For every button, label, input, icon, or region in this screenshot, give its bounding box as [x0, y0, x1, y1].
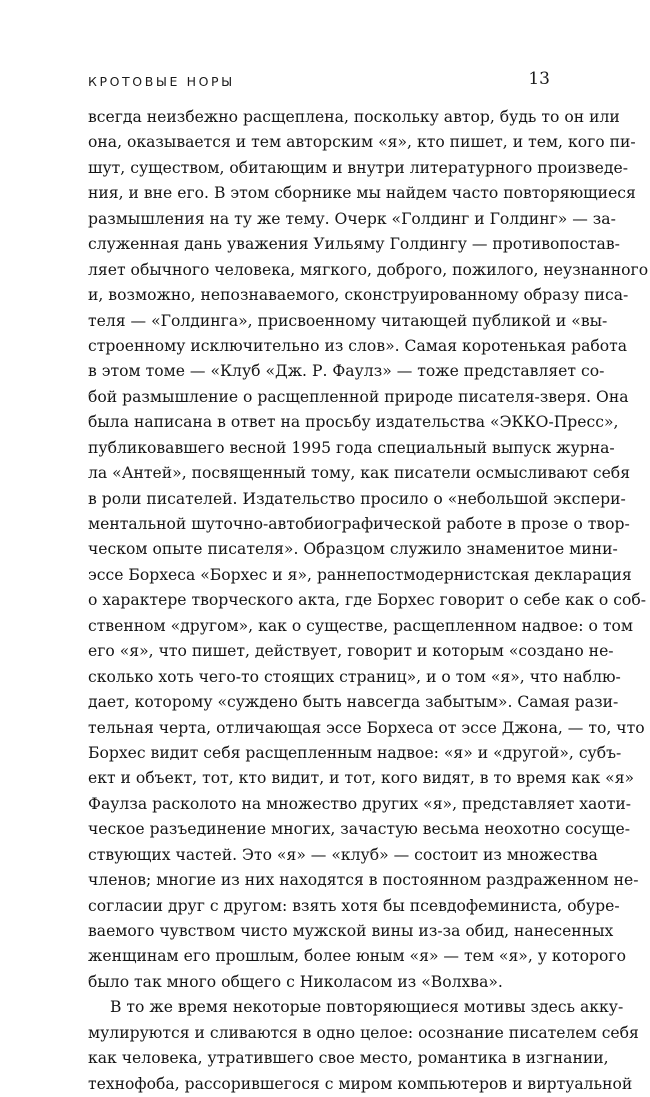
text-line: ла «Антей», посвященный тому, как писатели осмысливают себя	[88, 464, 631, 483]
page-number: 13	[528, 69, 550, 89]
text-line: мулируются и сливаются в одно целое: осознание писателем себя	[88, 1023, 639, 1042]
text-line: размышления на ту же тему. Очерк «Голдинг и Голдинг» — за-	[88, 209, 616, 228]
text-line: согласии друг с другом: взять хотя бы псевдофеминиста, обуре-	[88, 896, 620, 915]
book-page	[88, 66, 649, 1097]
text-line: женщинам его прошлым, более юным «я» — тем «я», у которого	[88, 947, 626, 966]
text-line: членов; многие из них находятся в постоянном раздраженном не-	[88, 871, 639, 890]
text-line: она, оказывается и тем авторским «я», кто пишет, и тем, кого пи-	[88, 133, 636, 152]
text-line: эссе Борхеса «Борхес и я», раннепостмодернистская декларация	[88, 565, 632, 584]
text-line: было так много общего с Николасом из «Волхва».	[88, 972, 503, 991]
text-line: ния, и вне его. В этом сборнике мы найдем часто повторяющиеся	[88, 184, 636, 203]
text-line: Борхес видит себя расщепленным надвое: «я» и «другой», субъ-	[88, 743, 622, 762]
text-line: строенному исключительно из слов». Самая коротенькая работа	[88, 336, 628, 355]
text-line: дает, которому «суждено быть навсегда забытым». Самая рази-	[88, 693, 619, 712]
text-line: сколько хоть чего-то стоящих страниц», и о том «я», что наблю-	[88, 667, 621, 686]
text-line: публиковавшего весной 1995 года специальный выпуск журна-	[88, 438, 615, 457]
paragraph-1	[88, 105, 649, 995]
text-line: шут, существом, обитающим и внутри литературного произведе-	[88, 158, 629, 177]
text-line: тельная черта, отличающая эссе Борхеса от эссе Джона, — то, что	[88, 718, 645, 737]
text-line: теля — «Голдинга», присвоенному читающей публикой и «вы-	[88, 311, 608, 330]
paragraph-2	[88, 995, 639, 1097]
text-line: ваемого чувством чисто мужской вины из-за обид, нанесенных	[88, 922, 614, 940]
text-line: ческом опыте писателя». Образцом служило знаменитое мини-	[88, 540, 618, 559]
text-line: его «я», что пишет, действует, говорит и которым «создано не-	[88, 642, 614, 661]
text-line: технофоба, рассорившегося с миром компьютеров и виртуальной	[88, 1074, 633, 1093]
text-line: как человека, утратившего свое место, романтика в изгнании,	[88, 1049, 609, 1068]
text-line: служенная дань уважения Уильяму Голдингу — противопостав-	[88, 235, 620, 254]
text-line: ментальной шуточно-автобиографической работе в прозе о твор-	[88, 515, 630, 533]
running-head	[88, 66, 550, 92]
text-line: и, возможно, непознаваемого, сконструированному образу писа-	[88, 286, 629, 305]
text-line: ект и объект, тот, кто видит, и тот, кого видят, в то время как «я»	[88, 769, 635, 788]
text-line: была написана в ответ на просьбу издательства «ЭККО-Пресс»,	[88, 413, 619, 432]
text-line: о характере творческого акта, где Борхес говорит о себе как о соб-	[88, 591, 646, 610]
text-line: в этом томе — «Клуб «Дж. Р. Фаулз» — тоже представляет со-	[88, 362, 605, 381]
text-line: ственном «другом», как о существе, расщепленном надвое: о том	[88, 616, 633, 635]
text-line: в роли писателей. Издательство просило о «небольшой экспери-	[88, 489, 626, 508]
text-line: всегда неизбежно расщеплена, поскольку автор, будь то он или	[88, 108, 620, 126]
text-line: ческое разъединение многих, зачастую весьма неохотно сосуще-	[88, 820, 630, 839]
text-line: ляет обычного человека, мягкого, доброго, пожилого, неузнанного	[88, 260, 649, 279]
text-line: Фаулза расколото на множество других «я», представляет хаоти-	[88, 794, 631, 813]
text-line: ствующих частей. Это «я» — «клуб» — состоит из множества	[88, 845, 598, 864]
running-title: КРОТОВЫЕ НОРЫ	[88, 74, 235, 89]
text-line: В то же время некоторые повторяющиеся мотивы здесь акку-	[110, 998, 624, 1017]
text-line: бой размышление о расщепленной природе писателя-зверя. Она	[88, 387, 629, 406]
